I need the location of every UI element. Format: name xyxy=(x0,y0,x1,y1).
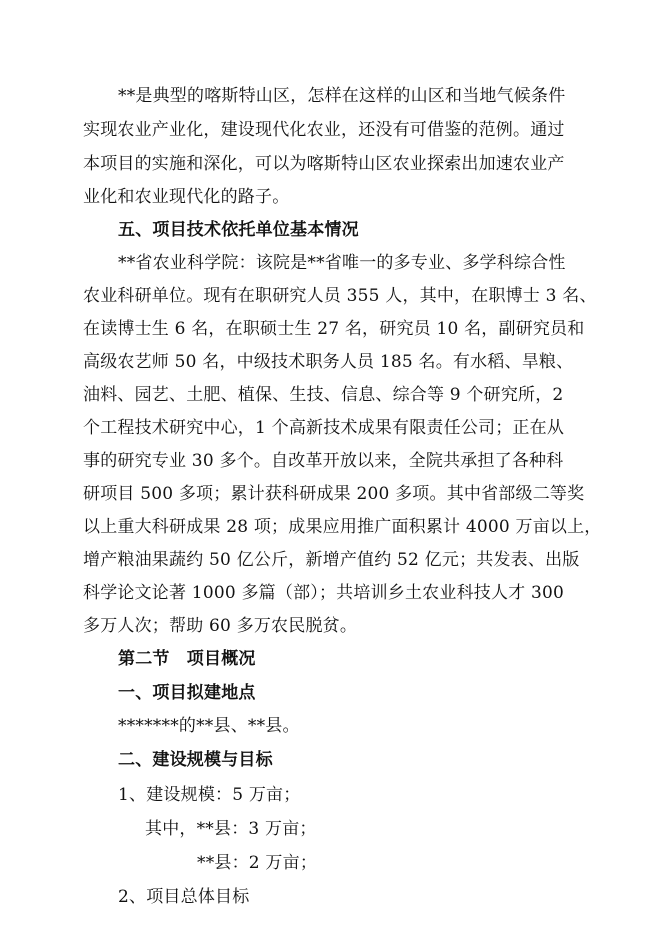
subsection-title: 一、项目拟建地点 xyxy=(118,683,256,703)
section-title: 第二节 项目概况 xyxy=(118,649,256,669)
list-item: 1、建设规模：5 万亩； xyxy=(118,785,301,805)
subsection-title: 二、建设规模与目标 xyxy=(118,750,273,770)
paragraph-line: 本项目的实施和深化，可以为喀斯特山区农业探索出加速农业产 xyxy=(83,154,565,174)
paragraph-line: 实现农业产业化，建设现代化农业，还没有可借鉴的范例。通过 xyxy=(83,120,565,140)
paragraph-line: **省农业科学院：该院是**省唯一的多专业、多学科综合性 xyxy=(118,253,566,273)
list-item-detail: **县：2 万亩； xyxy=(197,853,318,873)
list-item: 2、项目总体目标 xyxy=(118,887,250,907)
paragraph-line: 多万人次；帮助 60 多万农民脱贫。 xyxy=(83,616,358,636)
section-heading: 五、项目技术依托单位基本情况 xyxy=(118,220,359,240)
paragraph-line: 事的研究专业 30 多个。自改革开放以来，全院共承担了各种科 xyxy=(83,451,564,471)
paragraph-line: 研项目 500 多项；累计获科研成果 200 多项。其中省部级二等奖 xyxy=(83,484,585,504)
paragraph-line: 个工程技术研究中心，1 个高新技术成果有限责任公司；正在从 xyxy=(83,418,565,438)
paragraph-line: 以上重大科研成果 28 项；成果应用推广面积累计 4000 万亩以上， xyxy=(83,517,602,537)
paragraph-line: 业化和农业现代化的路子。 xyxy=(83,187,290,207)
paragraph-line: 油料、园艺、土肥、植保、生技、信息、综合等 9 个研究所，2 xyxy=(83,385,564,405)
paragraph-line: **是典型的喀斯特山区，怎样在这样的山区和当地气候条件 xyxy=(118,86,566,106)
location-text: *******的**县、**县。 xyxy=(118,716,300,736)
paragraph-line: 在读博士生 6 名，在职硕士生 27 名，研究员 10 名，副研究员和 xyxy=(83,319,585,339)
paragraph-line: 增产粮油果蔬约 50 亿公斤，新增产值约 52 亿元；共发表、出版 xyxy=(83,550,580,570)
paragraph-line: 科学论文论著 1000 多篇（部）；共培训乡土农业科技人才 300 xyxy=(83,583,565,603)
list-item-detail: 其中，**县：3 万亩； xyxy=(145,819,317,839)
paragraph-line: 农业科研单位。现有在职研究人员 355 人，其中，在职博士 3 名、 xyxy=(83,286,597,306)
paragraph-line: 高级农艺师 50 名，中级技术职务人员 185 名。有水稻、旱粮、 xyxy=(83,352,574,372)
